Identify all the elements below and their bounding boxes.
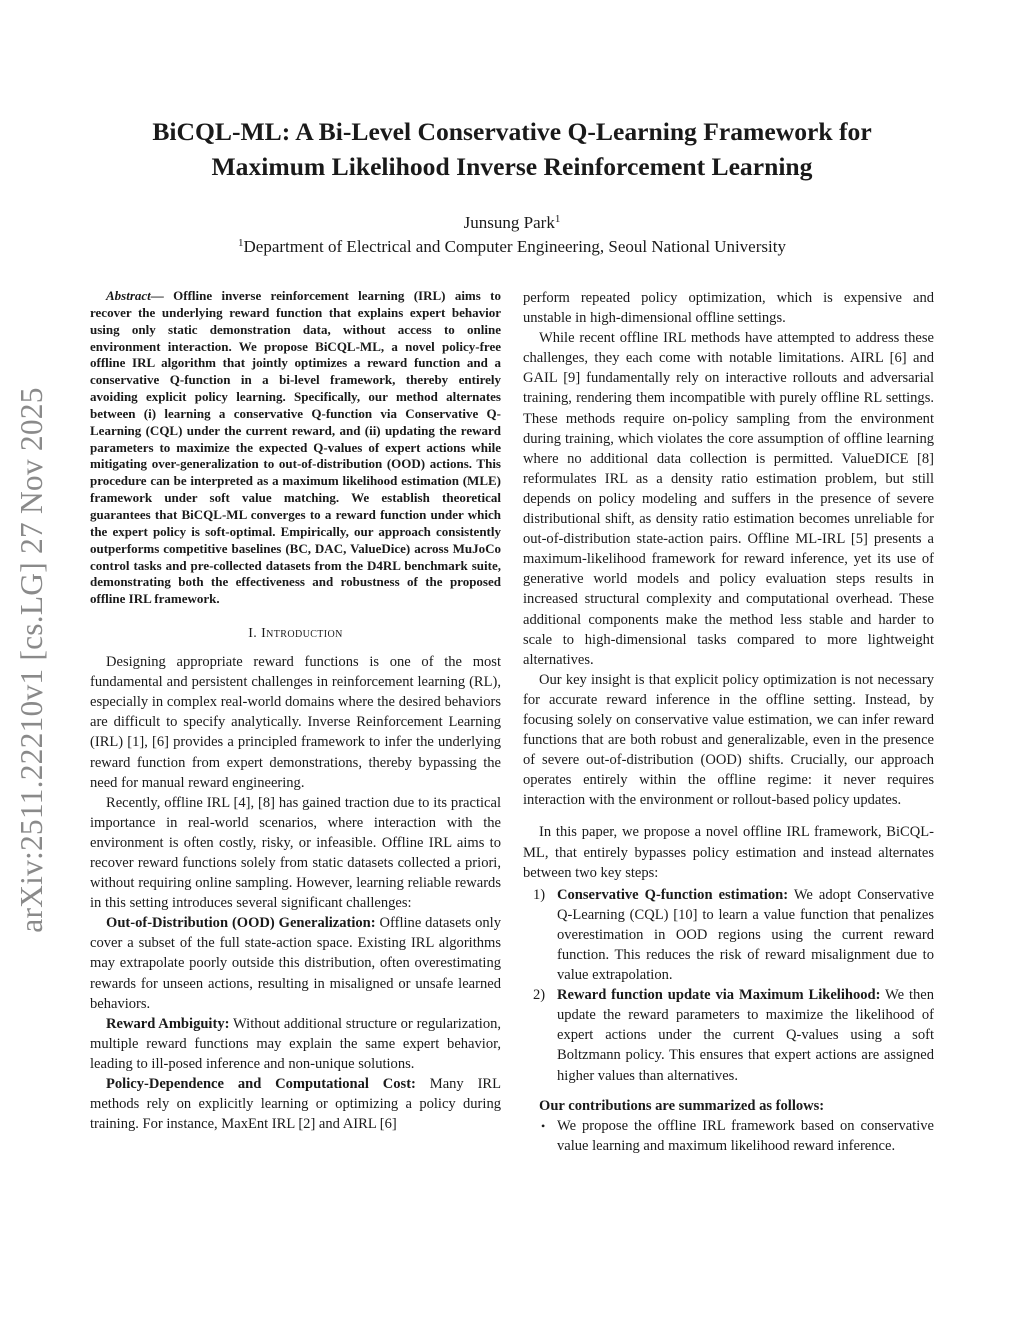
bullet-icon: • <box>541 1118 546 1133</box>
step-label: Reward function update via Maximum Likelihood: <box>557 987 881 1004</box>
step-number: 1) <box>533 886 546 903</box>
intro-paragraph-2: Recently, offline IRL [4], [8] has gained traction due to its practical importance in real-world scenarios, where interaction with the environment is often costly, risky, or infeasible. Offline IRL aims to recover reward functions solely from static datasets collected a priori, without requiring online sampling. However, learning reliable rewards in this setting introduces several significant challenges: <box>90 794 501 912</box>
title-line-2: Maximum Likelihood Inverse Reinforcement Learning <box>211 152 813 181</box>
affiliation-text: Department of Electrical and Computer Engineering, Seoul National University <box>243 237 786 256</box>
challenge-policy-text: Many IRL methods rely on explicitly learning or optimizing a policy during training. For instance, MaxEnt IRL [2] and AIRL [6] <box>90 1076 502 1133</box>
related-work-paragraph: While recent offline IRL methods have attempted to address these challenges, they each come with notable limitations. AIRL [6] and GAIL [9] fundamentally rely on interactive rollouts and adversarial training, rendering them incompatible with purely offline RL settings. These methods require on-policy sampling from the environment during training, which violates the core assumption of offline learning where no additional data collection is permitted. ValueDICE [8] reformulates IRL as a density ratio estimation problem, but still depends on policy modeling and suffers in the presence of severe distributional shift, as density ratio estimation becomes unreliable for out-of-distribution state-action pairs. Offline ML-IRL [5] presents a maximum-likelihood framework for reward inference, yet its use of generative world models and policy evaluation steps results in increased structural complexity and computational overhead. These additional components make the method less stable and harder to scale to high-dimensional tasks compared to more lightweight alternatives. <box>523 330 934 668</box>
abstract-label: Abstract <box>106 288 151 303</box>
abstract-separator: — <box>150 288 174 303</box>
challenge-ambiguity-paragraph <box>90 1014 501 1074</box>
challenge-ambiguity-label: Reward Ambiguity: <box>106 1015 230 1032</box>
author-affiliation-mark: 1 <box>554 212 561 225</box>
right-column <box>523 288 934 1156</box>
left-column <box>90 288 501 1134</box>
challenge-policy-label: Policy-Dependence and Computational Cost: <box>106 1076 416 1092</box>
challenge-ambiguity-text: Without additional structure or regularization, multiple reward functions may explain the same expert behavior, leading to ill-posed inference and non-unique solutions. <box>90 1015 501 1072</box>
intro-paragraph-1: Designing appropriate reward functions is one of the most fundamental and persistent challenges in reinforcement learning (RL), especially in complex real-world domains where the desired behaviors are difficult to specify analytically. Inverse Reinforcement Learning (IRL) [1], [6] provides a principled framework to infer the underlying reward function from expert demonstrations, thereby bypassing the need for manual reward engineering. <box>90 654 501 791</box>
title-block <box>90 114 934 258</box>
challenge-ood-label: Out-of-Distribution (OOD) Generalization: <box>106 915 376 932</box>
author-line <box>90 212 934 234</box>
challenge-ood-paragraph <box>90 913 501 1013</box>
contributions-list <box>523 1116 934 1156</box>
contribution-item <box>523 1116 934 1156</box>
method-step-item <box>523 885 934 985</box>
section-numeral: I. <box>248 626 262 642</box>
step-text: We then update the reward parameters to maximize the likelihood of expert actions under the current Q-values using a soft Boltzmann policy. This ensures that expert actions are assigned higher values than alternatives. <box>557 987 934 1084</box>
continued-paragraph: perform repeated policy optimization, which is expensive and unstable in high-dimensional offline settings. <box>523 290 934 327</box>
method-step-item <box>523 985 934 1085</box>
author-name: Junsung Park <box>463 213 555 232</box>
arxiv-identifier-stamp: arXiv:2511.22210v1 [cs.LG] 27 Nov 2025 <box>14 387 49 933</box>
affiliation-mark: 1 <box>238 236 244 249</box>
method-step-list <box>523 885 934 1086</box>
section-heading-introduction <box>90 626 501 642</box>
affiliation-line <box>90 236 934 258</box>
key-insight-paragraph: Our key insight is that explicit policy optimization is not necessary for accurate reward inference in the offline setting. Instead, by focusing solely on conservative value estimation, we can infer reward functions that are both robust and generalizable, even in the presence of severe out-of-distribution (OOD) shifts. Crucially, our approach operates entirely within the offline regime: it never requires interaction with the environment or rollout-based policy updates. <box>523 671 934 809</box>
proposal-paragraph: In this paper, we propose a novel offline IRL framework, BiCQL-ML, that entirely bypasses policy estimation and instead alternates between two key steps: <box>523 824 934 881</box>
step-text: We adopt Conservative Q-Learning (CQL) [10] to learn a value function that penalizes overestimation in OOD regions using the current reward function. This reduces the risk of reward misalignment due to value extrapolation. <box>557 886 934 984</box>
challenge-policy-paragraph <box>90 1074 501 1134</box>
abstract-text: Offline inverse reinforcement learning (IRL) aims to recover the underlying reward function that explains expert behavior using only static demonstration data, without access to online environment interaction. We propose BiCQL-ML, a novel policy-free offline IRL algorithm that jointly optimizes a reward function and a conservative Q-function in a bi-level framework, thereby entirely avoiding explicit policy learning. Specifically, our method alternates between (i) learning a conservative Q-function via Conservative Q-Learning (CQL) under the current reward, and (ii) updating the reward parameters to maximize the expected Q-values of expert actions while mitigating over-generalization to out-of-distribution (OOD) actions. This procedure can be interpreted as a maximum likelihood estimation (MLE) framework under soft value matching. We establish theoretical guarantees that BiCQL-ML converges to a reward function under which the expert policy is soft-optimal. Empirically, our approach consistently outperforms competitive baselines (BC, DAC, ValueDice) across MuJoCo control tasks and pre-collected datasets from the D4RL benchmark suite, demonstrating both the effectiveness and robustness of the proposed offline IRL framework. <box>90 288 502 607</box>
paper-title <box>90 114 934 184</box>
contributions-heading: Our contributions are summarized as follows: <box>539 1097 825 1114</box>
abstract <box>90 288 501 608</box>
step-number: 2) <box>533 987 546 1004</box>
section-title: Introduction <box>261 626 343 642</box>
step-label: Conservative Q-function estimation: <box>557 886 789 903</box>
challenge-ood-text: Offline datasets only cover a subset of the full state-action space. Existing IRL algorithms may extrapolate poorly outside this distribution, often overestimating rewards for unseen actions, resulting in misaligned or unsafe learned behaviors. <box>90 915 501 1012</box>
title-line-1: BiCQL-ML: A Bi-Level Conservative Q-Learning Framework for <box>152 117 872 146</box>
contribution-text: We propose the offline IRL framework based on conservative value learning and maximum likelihood reward inference. <box>557 1117 934 1154</box>
